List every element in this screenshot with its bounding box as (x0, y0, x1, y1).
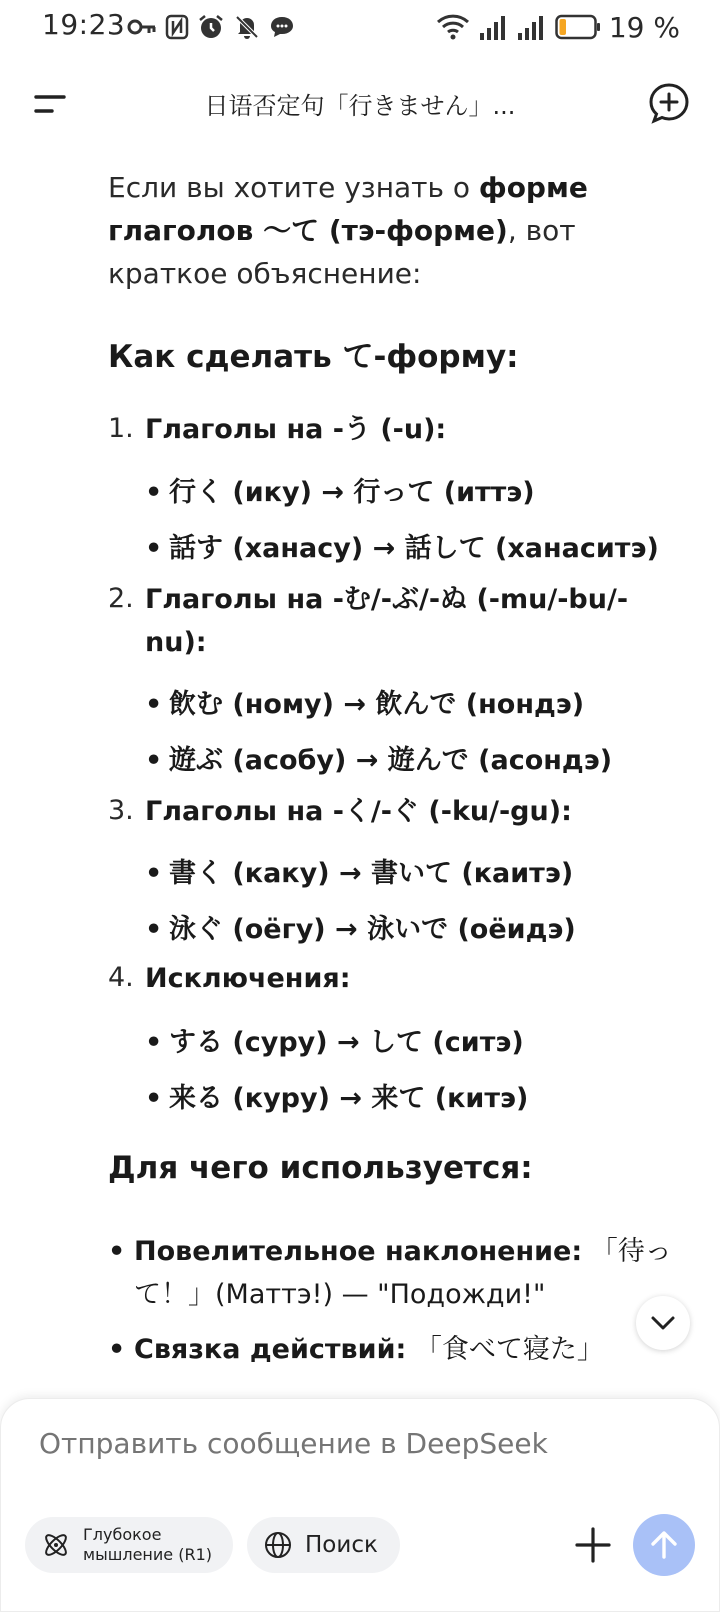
status-system-icons (435, 8, 680, 46)
alarm-icon (197, 13, 225, 41)
bullet: • (145, 477, 163, 508)
status-time: 19:23 (42, 8, 126, 41)
list-item (145, 470, 535, 509)
example-text: 泳ぐ (оёгу) → 泳いで (оёидэ) (169, 914, 576, 945)
nfc-icon (165, 14, 189, 40)
atom-icon (41, 1530, 71, 1560)
verb-group-title: Глаголы на -む/-ぶ/-ぬ (-mu/-bu/-nu): (145, 584, 629, 658)
intro-bold-text: форме глаголов 〜て (тэ-форме) (108, 171, 588, 247)
list-item (145, 738, 612, 777)
attach-plus-icon[interactable] (573, 1525, 613, 1565)
status-bar (0, 0, 720, 56)
section-heading: Для чего используется: (108, 1150, 533, 1186)
use-text: 「食べて寝た」 (406, 1334, 604, 1365)
intro-text: Если вы хотите узнать о (108, 171, 479, 204)
bullet: • (145, 1083, 163, 1114)
example-text: 書く (каку) → 書いて (каитэ) (169, 858, 574, 889)
list-item (145, 851, 573, 890)
example-text: 話す (ханасу) → 話して (ханаситэ) (169, 533, 659, 564)
send-button[interactable] (633, 1514, 695, 1576)
example-text: 行く (ику) → 行って (иттэ) (169, 477, 535, 508)
verb-group-title: Исключения: (145, 963, 351, 994)
list-number: 2. (108, 583, 134, 614)
search-toggle[interactable] (247, 1517, 400, 1573)
bullet: • (108, 1334, 126, 1365)
key-icon (127, 16, 157, 38)
bullet: • (145, 914, 163, 945)
bullet: • (145, 1027, 163, 1058)
bullet: • (108, 1236, 126, 1267)
example-text: する (суру) → して (ситэ) (169, 1027, 524, 1058)
use-title: Повелительное наклонение: (134, 1236, 583, 1267)
example-text: 遊ぶ (асобу) → 遊んで (асондэ) (169, 745, 613, 776)
message-icon (269, 14, 295, 40)
list-number: 4. (108, 962, 134, 993)
list-item (108, 1230, 688, 1316)
bullet: • (145, 533, 163, 564)
chevron-down-icon (650, 1315, 676, 1331)
list-item (145, 907, 576, 946)
example-text: 来る (куру) → 来て (китэ) (169, 1083, 529, 1114)
list-number: 1. (108, 413, 134, 444)
list-item (145, 1020, 524, 1059)
chat-title[interactable]: 日语否定句「行きません」... (204, 92, 516, 120)
deep-think-toggle[interactable] (25, 1517, 233, 1573)
assistant-message (0, 140, 720, 1400)
status-notification-icons (127, 12, 295, 42)
list-item (145, 526, 659, 565)
use-text: 「待って！」(Маттэ!) — "Подожди!" (134, 1236, 672, 1310)
intro-text-end: , вот краткое объяснение: (108, 214, 576, 290)
section-heading: Как сделать て-форму: (108, 339, 519, 375)
chat-header (0, 68, 720, 138)
verb-group-title: Глаголы на -く/-ぐ (-ku/-gu): (145, 796, 572, 827)
scroll-to-bottom-button[interactable] (636, 1296, 690, 1350)
bullet: • (145, 745, 163, 776)
list-item (145, 1076, 528, 1115)
signal-icon (517, 13, 547, 41)
wifi-icon (435, 12, 471, 42)
list-item (145, 682, 584, 721)
example-text: 飲む (ному) → 飲んで (нондэ) (169, 689, 585, 720)
menu-icon[interactable] (30, 84, 70, 124)
list-number: 3. (108, 795, 134, 826)
bullet: • (145, 689, 163, 720)
mute-icon (233, 13, 261, 41)
search-label: Поиск (305, 1532, 378, 1558)
use-title: Связка действий: (134, 1334, 407, 1365)
arrow-up-icon (649, 1529, 679, 1561)
list-item (108, 1328, 688, 1371)
globe-icon (263, 1530, 293, 1560)
verb-group-title: Глаголы на -う (-u): (145, 414, 447, 445)
message-composer (0, 1398, 720, 1612)
deep-think-label: Глубокое мышление (R1) (83, 1525, 212, 1564)
intro-paragraph (108, 166, 628, 295)
battery-icon (555, 14, 601, 40)
bullet: • (145, 858, 163, 889)
signal-icon (479, 13, 509, 41)
message-input[interactable] (39, 1427, 659, 1460)
battery-level-fill (559, 19, 566, 35)
battery-percent: 19 % (608, 10, 680, 44)
new-chat-icon[interactable] (648, 82, 690, 124)
